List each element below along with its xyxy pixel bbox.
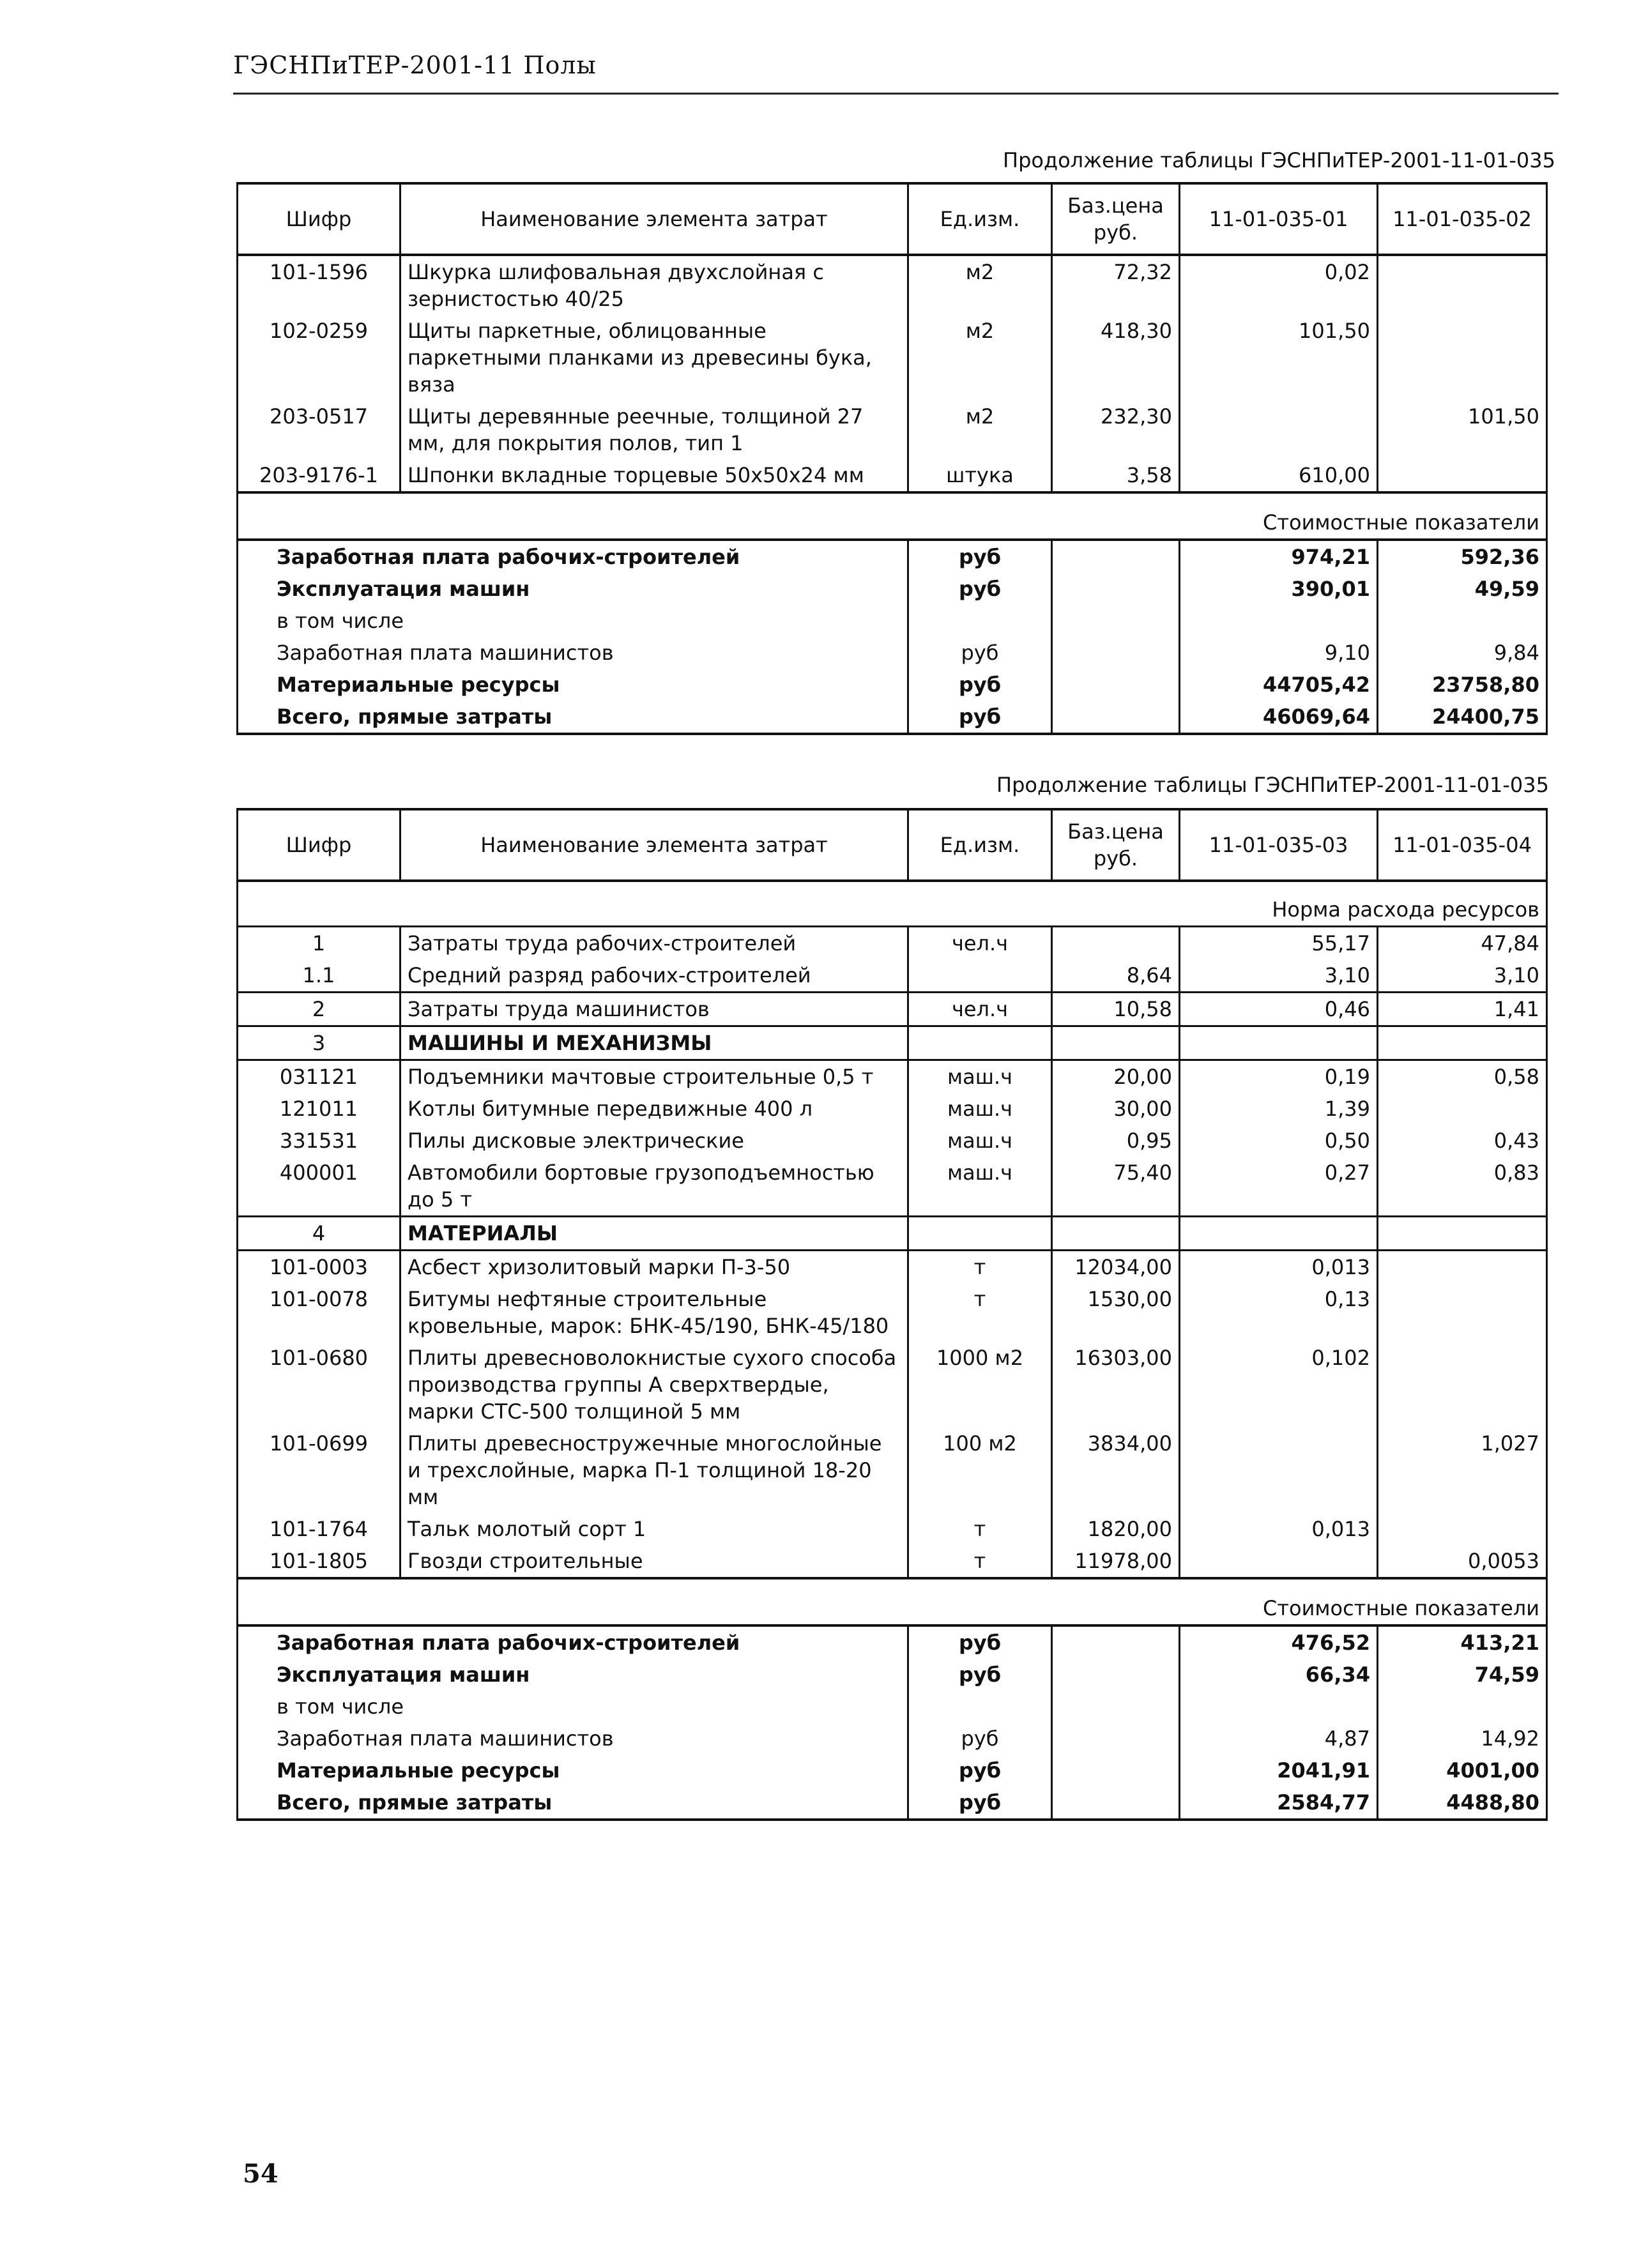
cell-code: 102-0259 — [238, 315, 401, 400]
summary-price — [1052, 573, 1180, 605]
cell-value-1: 0,013 — [1180, 1251, 1378, 1284]
cell-code: 101-0003 — [238, 1251, 401, 1284]
cell-unit: м2 — [908, 315, 1052, 400]
material-row — [238, 1513, 1547, 1545]
col-header-name: Наименование элемента затрат — [401, 809, 908, 881]
cell-value-2 — [1378, 459, 1547, 492]
table2-norm-row — [238, 881, 1547, 927]
summary-unit: руб — [908, 669, 1052, 701]
summary-unit: руб — [908, 573, 1052, 605]
summary-price — [1052, 637, 1180, 669]
cell-value-2: 0,58 — [1378, 1060, 1547, 1093]
summary-value-2: 74,59 — [1378, 1659, 1547, 1691]
cell-unit: м2 — [908, 255, 1052, 315]
cell-name: Плиты древесностружечные многослойные и трехслойные, марка П-1 толщиной 18-20 мм — [401, 1427, 908, 1513]
material-row — [238, 1251, 1547, 1284]
machinists-row — [238, 993, 1547, 1026]
cell-unit: чел.ч — [908, 927, 1052, 960]
cell-value-1: 0,19 — [1180, 1060, 1378, 1093]
summary-label: Эксплуатация машин — [238, 573, 908, 605]
col-header-norm-1: 11-01-035-01 — [1180, 183, 1378, 255]
summary-price — [1052, 1659, 1180, 1691]
cell-empty — [1378, 1217, 1547, 1251]
cell-value-2: 0,83 — [1378, 1157, 1547, 1217]
cell-name: Автомобили бортовые грузоподъемностью до 5 т — [401, 1157, 908, 1217]
cell-value-1: 0,27 — [1180, 1157, 1378, 1217]
materials-section-header — [238, 1217, 1547, 1251]
page-header-title: ГЭСНПиТЕР-2001-11 Полы — [233, 51, 597, 79]
cell-name: МАШИНЫ И МЕХАНИЗМЫ — [401, 1026, 908, 1060]
summary-label: Всего, прямые затраты — [238, 1786, 908, 1820]
summary-price — [1052, 1625, 1180, 1659]
cell-value-1: 0,13 — [1180, 1283, 1378, 1342]
summary-value-1: 2584,77 — [1180, 1786, 1378, 1820]
summary-unit: руб — [908, 1723, 1052, 1754]
cell-empty — [1180, 1217, 1378, 1251]
cell-price: 10,58 — [1052, 993, 1180, 1026]
cell-unit: маш.ч — [908, 1125, 1052, 1157]
summary-label: Материальные ресурсы — [238, 669, 908, 701]
summary-value-2: 4488,80 — [1378, 1786, 1547, 1820]
cell-value-1 — [1180, 1545, 1378, 1578]
summary-value-1: 974,21 — [1180, 540, 1378, 573]
summary-value-2 — [1378, 605, 1547, 637]
summary-row — [238, 1723, 1547, 1754]
summary-value-1: 390,01 — [1180, 573, 1378, 605]
summary-label: Заработная плата машинистов — [238, 1723, 908, 1754]
summary-row — [238, 637, 1547, 669]
cell-price: 30,00 — [1052, 1093, 1180, 1125]
cell-name: Щиты деревянные реечные, толщиной 27 мм, для покрытия полов, тип 1 — [401, 400, 908, 459]
summary-value-2: 592,36 — [1378, 540, 1547, 573]
cell-value-2: 101,50 — [1378, 400, 1547, 459]
summary-row — [238, 540, 1547, 573]
cell-value-2 — [1378, 255, 1547, 315]
cell-name: Битумы нефтяные строительные кровельные, марок: БНК-45/190, БНК-45/180 — [401, 1283, 908, 1342]
cell-code: 3 — [238, 1026, 401, 1060]
col-header-unit: Ед.изм. — [908, 809, 1052, 881]
machines-section-header — [238, 1026, 1547, 1060]
cell-empty — [1052, 1026, 1180, 1060]
cell-name: Тальк молотый сорт 1 — [401, 1513, 908, 1545]
summary-label: Всего, прямые затраты — [238, 701, 908, 734]
summary-value-2: 24400,75 — [1378, 701, 1547, 734]
cell-value-1: 55,17 — [1180, 927, 1378, 960]
cell-value-1 — [1180, 1427, 1378, 1513]
summary-label: Эксплуатация машин — [238, 1659, 908, 1691]
summary-label: Заработная плата рабочих-строителей — [238, 1625, 908, 1659]
cell-empty — [1180, 1026, 1378, 1060]
material-row — [238, 1342, 1547, 1427]
cell-code: 400001 — [238, 1157, 401, 1217]
cell-value-2 — [1378, 1513, 1547, 1545]
page-number: 54 — [243, 2159, 278, 2189]
cell-name: Подъемники мачтовые строительные 0,5 т — [401, 1060, 908, 1093]
labor-row — [238, 927, 1547, 960]
cell-empty — [1378, 1026, 1547, 1060]
col-header-code: Шифр — [238, 183, 401, 255]
labor-row — [238, 959, 1547, 993]
summary-label: Материальные ресурсы — [238, 1754, 908, 1786]
cell-code: 203-0517 — [238, 400, 401, 459]
cell-code: 2 — [238, 993, 401, 1026]
material-row — [238, 1427, 1547, 1513]
cell-unit: т — [908, 1513, 1052, 1545]
cell-name: Гвозди строительные — [401, 1545, 908, 1578]
cell-value-1: 0,46 — [1180, 993, 1378, 1026]
table1-caption: Продолжение таблицы ГЭСНПиТЕР-2001-11-01-035 — [1003, 148, 1555, 172]
summary-row — [238, 1786, 1547, 1820]
machine-row — [238, 1093, 1547, 1125]
summary-row — [238, 701, 1547, 734]
cell-name: Щиты паркетные, облицованные паркетными планками из древесины бука, вяза — [401, 315, 908, 400]
cell-value-1: 0,102 — [1180, 1342, 1378, 1427]
material-row — [238, 1283, 1547, 1342]
cell-unit: м2 — [908, 400, 1052, 459]
cell-price: 418,30 — [1052, 315, 1180, 400]
cell-price: 16303,00 — [1052, 1342, 1180, 1427]
cell-code: 101-0078 — [238, 1283, 401, 1342]
summary-value-2: 413,21 — [1378, 1625, 1547, 1659]
cell-value-2: 1,41 — [1378, 993, 1547, 1026]
summary-unit: руб — [908, 701, 1052, 734]
col-header-price: Баз.цена руб. — [1052, 183, 1180, 255]
table2-header-row — [238, 809, 1547, 881]
col-header-price: Баз.цена руб. — [1052, 809, 1180, 881]
col-header-norm-4: 11-01-035-04 — [1378, 809, 1547, 881]
machine-row — [238, 1125, 1547, 1157]
cell-value-1: 101,50 — [1180, 315, 1378, 400]
machine-row — [238, 1060, 1547, 1093]
machine-row — [238, 1157, 1547, 1217]
summary-price — [1052, 1691, 1180, 1723]
summary-unit — [908, 605, 1052, 637]
cell-value-2: 1,027 — [1378, 1427, 1547, 1513]
summary-value-1: 66,34 — [1180, 1659, 1378, 1691]
cell-code: 101-1596 — [238, 255, 401, 315]
summary-price — [1052, 540, 1180, 573]
summary-unit: руб — [908, 1625, 1052, 1659]
summary-value-2: 4001,00 — [1378, 1754, 1547, 1786]
cell-unit: чел.ч — [908, 993, 1052, 1026]
summary-row — [238, 605, 1547, 637]
summary-unit: руб — [908, 1786, 1052, 1820]
summary-label: Заработная плата рабочих-строителей — [238, 540, 908, 573]
cell-unit: 1000 м2 — [908, 1342, 1052, 1427]
section-label: Стоимостные показатели — [238, 1578, 1547, 1625]
summary-value-1: 4,87 — [1180, 1723, 1378, 1754]
cell-price: 75,40 — [1052, 1157, 1180, 1217]
summary-value-1 — [1180, 605, 1378, 637]
cell-code: 1.1 — [238, 959, 401, 993]
summary-price — [1052, 1754, 1180, 1786]
summary-row — [238, 1625, 1547, 1659]
cell-value-1: 3,10 — [1180, 959, 1378, 993]
summary-value-1: 44705,42 — [1180, 669, 1378, 701]
summary-unit: руб — [908, 637, 1052, 669]
cell-name: Шпонки вкладные торцевые 50х50х24 мм — [401, 459, 908, 492]
summary-row — [238, 573, 1547, 605]
cell-price: 1530,00 — [1052, 1283, 1180, 1342]
cell-price: 11978,00 — [1052, 1545, 1180, 1578]
summary-price — [1052, 669, 1180, 701]
cell-code: 031121 — [238, 1060, 401, 1093]
cell-unit: маш.ч — [908, 1060, 1052, 1093]
cell-empty — [1052, 1217, 1180, 1251]
table1 — [236, 182, 1548, 735]
cell-price: 20,00 — [1052, 1060, 1180, 1093]
cell-price: 3,58 — [1052, 459, 1180, 492]
cell-value-2 — [1378, 315, 1547, 400]
table-row — [238, 255, 1547, 315]
summary-value-1: 9,10 — [1180, 637, 1378, 669]
summary-value-2 — [1378, 1691, 1547, 1723]
cell-value-2: 0,43 — [1378, 1125, 1547, 1157]
cell-value-2 — [1378, 1283, 1547, 1342]
col-header-unit: Ед.изм. — [908, 183, 1052, 255]
cell-code: 101-0699 — [238, 1427, 401, 1513]
cell-code: 331531 — [238, 1125, 401, 1157]
cell-value-2: 3,10 — [1378, 959, 1547, 993]
cell-value-1: 0,013 — [1180, 1513, 1378, 1545]
cell-code: 203-9176-1 — [238, 459, 401, 492]
section-label: Стоимостные показатели — [238, 492, 1547, 540]
cell-unit: т — [908, 1545, 1052, 1578]
summary-row — [238, 1691, 1547, 1723]
cell-value-2: 0,0053 — [1378, 1545, 1547, 1578]
cell-price: 0,95 — [1052, 1125, 1180, 1157]
cell-code: 101-1764 — [238, 1513, 401, 1545]
cell-name: Котлы битумные передвижные 400 л — [401, 1093, 908, 1125]
col-header-code: Шифр — [238, 809, 401, 881]
cell-code: 101-1805 — [238, 1545, 401, 1578]
table1-header-row — [238, 183, 1547, 255]
cell-code: 1 — [238, 927, 401, 960]
table-row — [238, 315, 1547, 400]
cell-empty — [908, 1217, 1052, 1251]
cell-price: 12034,00 — [1052, 1251, 1180, 1284]
summary-value-1 — [1180, 1691, 1378, 1723]
summary-unit: руб — [908, 1659, 1052, 1691]
cell-value-1: 1,39 — [1180, 1093, 1378, 1125]
cell-name: Шкурка шлифовальная двухслойная с зернистостью 40/25 — [401, 255, 908, 315]
cell-unit: штука — [908, 459, 1052, 492]
cell-name: Асбест хризолитовый марки П-3-50 — [401, 1251, 908, 1284]
table-row — [238, 400, 1547, 459]
cell-unit: т — [908, 1251, 1052, 1284]
summary-value-2: 23758,80 — [1378, 669, 1547, 701]
table2-section-row — [238, 1578, 1547, 1625]
header-divider — [233, 93, 1559, 95]
cell-name: МАТЕРИАЛЫ — [401, 1217, 908, 1251]
col-header-norm-3: 11-01-035-03 — [1180, 809, 1378, 881]
summary-value-1: 2041,91 — [1180, 1754, 1378, 1786]
cell-value-1: 0,02 — [1180, 255, 1378, 315]
cell-code: 4 — [238, 1217, 401, 1251]
cell-name: Плиты древесноволокнистые сухого способа производства группы А сверхтвердые, марки СТС-500 толщиной 5 мм — [401, 1342, 908, 1427]
cell-unit: т — [908, 1283, 1052, 1342]
summary-unit: руб — [908, 540, 1052, 573]
cell-value-1 — [1180, 400, 1378, 459]
table2 — [236, 808, 1548, 1821]
cell-empty — [908, 1026, 1052, 1060]
summary-value-2: 49,59 — [1378, 573, 1547, 605]
norm-label: Норма расхода ресурсов — [238, 881, 1547, 927]
summary-price — [1052, 701, 1180, 734]
cell-value-2: 47,84 — [1378, 927, 1547, 960]
col-header-norm-2: 11-01-035-02 — [1378, 183, 1547, 255]
table1-section-row — [238, 492, 1547, 540]
summary-row — [238, 1754, 1547, 1786]
cell-price — [1052, 927, 1180, 960]
cell-value-1: 610,00 — [1180, 459, 1378, 492]
cell-name: Затраты труда машинистов — [401, 993, 908, 1026]
summary-price — [1052, 605, 1180, 637]
cell-value-2 — [1378, 1342, 1547, 1427]
material-row — [238, 1545, 1547, 1578]
cell-value-1: 0,50 — [1180, 1125, 1378, 1157]
cell-name: Затраты труда рабочих-строителей — [401, 927, 908, 960]
summary-price — [1052, 1723, 1180, 1754]
summary-unit — [908, 1691, 1052, 1723]
summary-label: в том числе — [238, 605, 908, 637]
summary-row — [238, 1659, 1547, 1691]
cell-price: 232,30 — [1052, 400, 1180, 459]
cell-price: 1820,00 — [1052, 1513, 1180, 1545]
cell-code: 121011 — [238, 1093, 401, 1125]
summary-value-1: 46069,64 — [1180, 701, 1378, 734]
summary-label: в том числе — [238, 1691, 908, 1723]
col-header-name: Наименование элемента затрат — [401, 183, 908, 255]
cell-unit — [908, 959, 1052, 993]
summary-label: Заработная плата машинистов — [238, 637, 908, 669]
summary-value-2: 14,92 — [1378, 1723, 1547, 1754]
cell-price: 8,64 — [1052, 959, 1180, 993]
summary-unit: руб — [908, 1754, 1052, 1786]
cell-price: 72,32 — [1052, 255, 1180, 315]
table-row — [238, 459, 1547, 492]
cell-price: 3834,00 — [1052, 1427, 1180, 1513]
cell-name: Средний разряд рабочих-строителей — [401, 959, 908, 993]
cell-unit: маш.ч — [908, 1093, 1052, 1125]
cell-value-2 — [1378, 1251, 1547, 1284]
cell-value-2 — [1378, 1093, 1547, 1125]
cell-code: 101-0680 — [238, 1342, 401, 1427]
table2-caption: Продолжение таблицы ГЭСНПиТЕР-2001-11-01-035 — [996, 773, 1549, 797]
summary-row — [238, 669, 1547, 701]
summary-price — [1052, 1786, 1180, 1820]
summary-value-2: 9,84 — [1378, 637, 1547, 669]
cell-name: Пилы дисковые электрические — [401, 1125, 908, 1157]
summary-value-1: 476,52 — [1180, 1625, 1378, 1659]
cell-unit: 100 м2 — [908, 1427, 1052, 1513]
cell-unit: маш.ч — [908, 1157, 1052, 1217]
